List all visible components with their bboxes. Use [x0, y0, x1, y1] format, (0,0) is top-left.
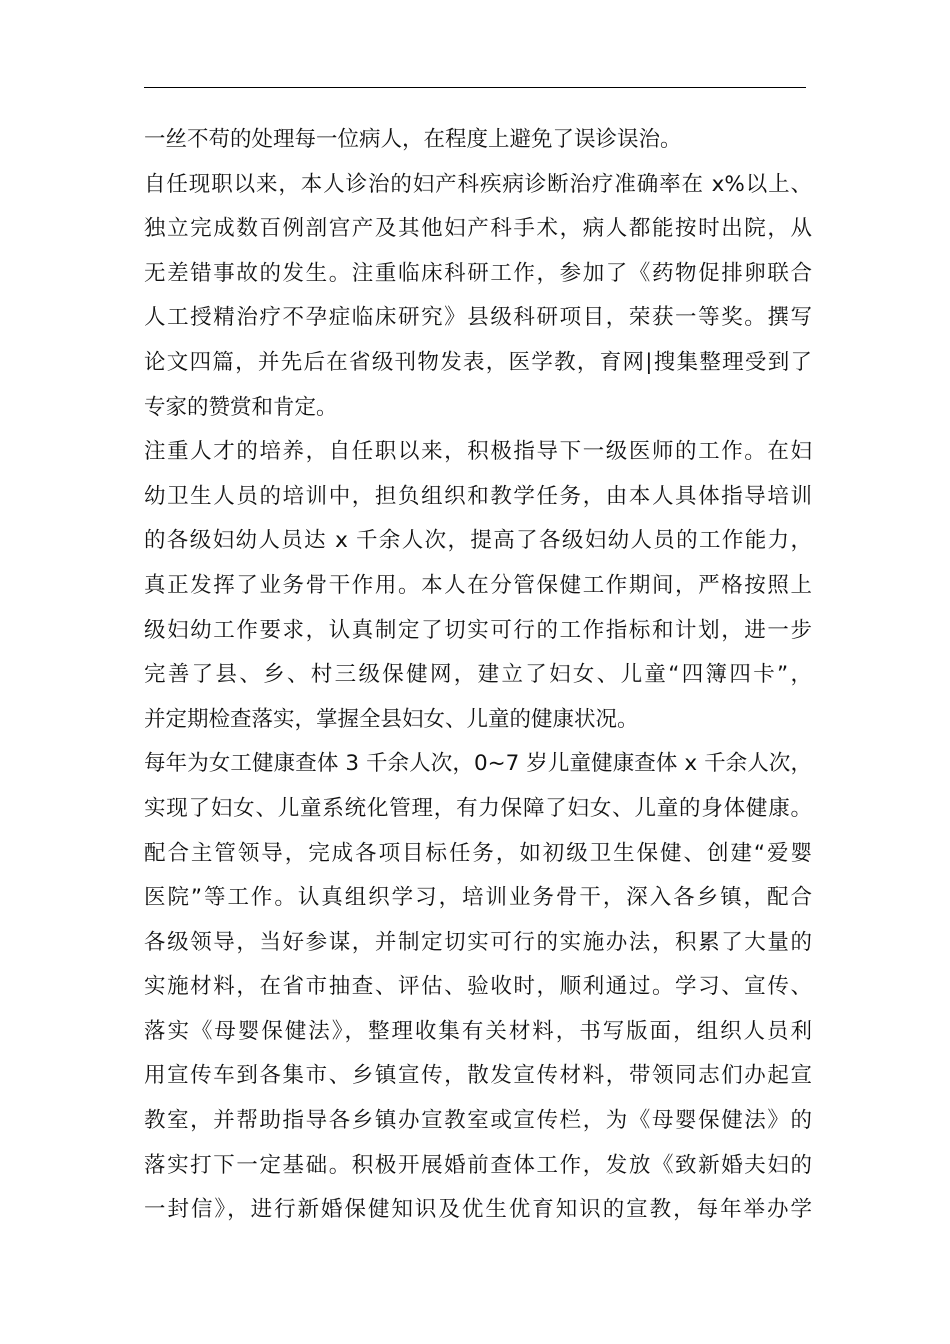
text-line: 实施材料，在省市抽查、评估、验收时，顺利通过。学习、宣传、 — [144, 974, 812, 1000]
text-line: 落实《母婴保健法》，整理收集有关材料，书写版面，组织人员利 — [144, 1018, 812, 1044]
text-line: 一丝不苟的处理每一位病人，在程度上避免了误诊误治。 — [144, 127, 682, 152]
text-line: 医院”等工作。认真组织学习，培训业务骨干，深入各乡镇，配合 — [144, 885, 812, 911]
text-line: 每年为女工健康查体 3 千余人次，0~7 岁儿童健康查体 x 千余人次， — [144, 751, 812, 777]
text-line: 独立完成数百例剖宫产及其他妇产科手术，病人都能按时出院，从 — [144, 216, 812, 242]
body-text — [144, 118, 812, 1233]
text-line: 一封信》，进行新婚保健知识及优生优育知识的宣教，每年举办学 — [144, 1197, 812, 1223]
text-line: 完善了县、乡、村三级保健网，建立了妇女、儿童“四簿四卡”， — [144, 662, 812, 688]
text-line: 真正发挥了业务骨干作用。本人在分管保健工作期间，严格按照上 — [144, 572, 812, 598]
text-line: 教室，并帮助指导各乡镇办宣教室或宣传栏，为《母婴保健法》的 — [144, 1108, 812, 1134]
header-rule — [144, 87, 806, 88]
text-line: 幼卫生人员的培训中，担负组织和教学任务，由本人具体指导培训 — [144, 483, 812, 509]
text-line: 人工授精治疗不孕症临床研究》县级科研项目，荣获一等奖。撰写 — [144, 305, 812, 331]
text-line: 无差错事故的发生。注重临床科研工作，参加了《药物促排卵联合 — [144, 260, 812, 286]
text-line: 用宣传车到各集市、乡镇宣传，散发宣传材料，带领同志们办起宣 — [144, 1063, 812, 1089]
text-line: 级妇幼工作要求，认真制定了切实可行的工作指标和计划，进一步 — [144, 617, 812, 643]
text-line: 实现了妇女、儿童系统化管理，有力保障了妇女、儿童的身体健康。 — [144, 795, 812, 821]
text-line: 自任现职以来，本人诊治的妇产科疾病诊断治疗准确率在 x%以上、 — [144, 171, 812, 197]
text-line: 专家的赞赏和肯定。 — [144, 394, 338, 420]
text-line: 注重人才的培养，自任职以来，积极指导下一级医师的工作。在妇 — [144, 439, 812, 465]
text-line: 的各级妇幼人员达 x 千余人次，提高了各级妇幼人员的工作能力， — [144, 528, 812, 554]
text-line: 论文四篇，并先后在省级刊物发表，医学教，育网|搜集整理受到了 — [144, 349, 812, 375]
text-line: 并定期检查落实，掌握全县妇女、儿童的健康状况。 — [144, 706, 639, 732]
text-line: 配合主管领导，完成各项目标任务，如初级卫生保健、创建“爱婴 — [144, 840, 812, 866]
text-line: 各级领导，当好参谋，并制定切实可行的实施办法，积累了大量的 — [144, 929, 812, 955]
text-line: 落实打下一定基础。积极开展婚前查体工作，发放《致新婚夫妇的 — [144, 1152, 812, 1178]
